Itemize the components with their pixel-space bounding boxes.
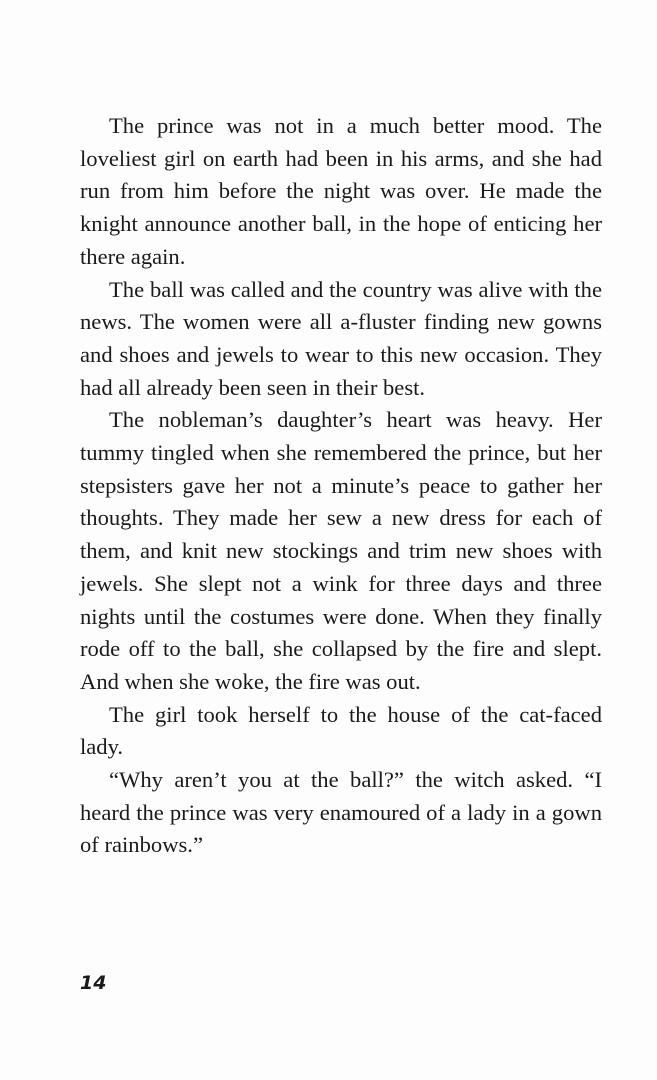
page-number: 14 [80,972,107,994]
paragraph-4: The girl took herself to the house of the cat-faced lady. [80,701,602,760]
paragraph-3: The nobleman’s daughter’s heart was heavy. Her tummy tingled when she remembered the prince, but her stepsisters gave her not a minute’s peace to gather her thoughts. They made her sew a new dress for each of them, and knit new stockings and trim new shoes with jewels. She slept not a wink for three days and three nights until the costumes were done. When they finally rode off to the ball, she collapsed by the fire and slept. And when she woke, the fire was out. [80,407,602,694]
paragraph-2: The ball was called and the country was alive with the news. The women were all a-fluster finding new gowns and shoes and jewels to wear to this new occasion. They had all already been seen in their best. [80,276,602,400]
body-text [80,110,602,862]
paragraph-5: “Why aren’t you at the ball?” the witch asked. “I heard the prince was very enamoured of a lady in a gown of rainbows.” [80,767,602,858]
paragraph-1: The prince was not in a much better mood. The loveliest girl on earth had been in his arms, and she had run from him before the night was over. He made the knight announce another ball, in the hope of enticing her there again. [80,113,602,269]
